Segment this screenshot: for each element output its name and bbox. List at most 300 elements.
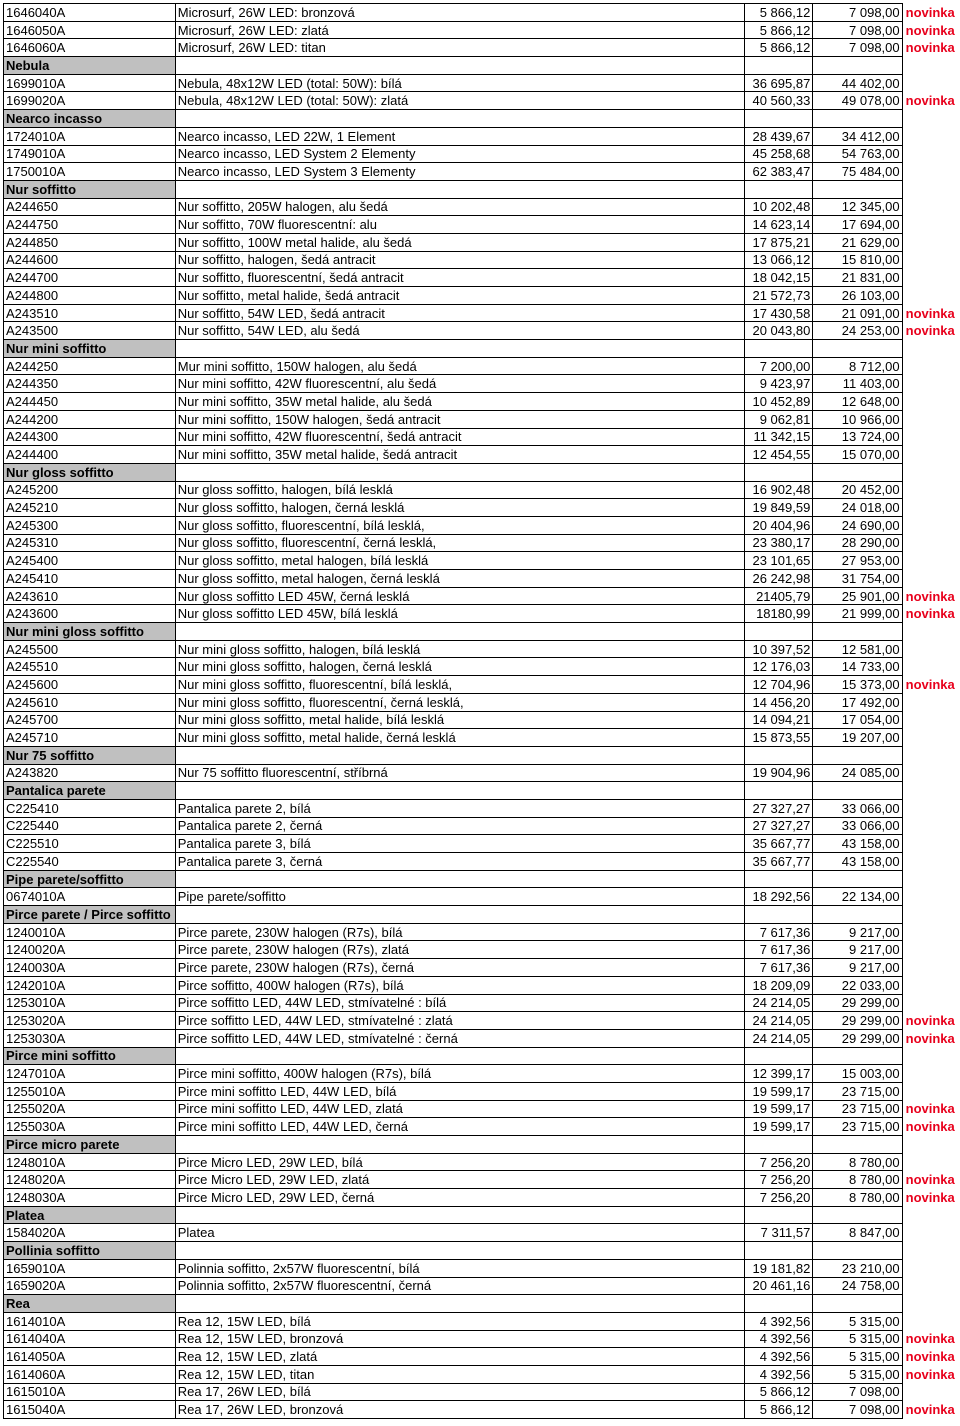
section-title-text: Nearco incasso [6,110,103,126]
product-row [4,1189,960,1207]
section-title-text: Pantalica parete [6,783,106,799]
price-list-table [3,3,960,1419]
product-name: Nebula, 48x12W LED (total: 50W): bílá [175,74,744,92]
product-row [4,959,960,977]
new-badge [902,198,959,216]
price-without-vat: 5 866,12 [744,1401,812,1419]
product-code: 1614040A [4,1330,176,1348]
new-badge [902,764,959,782]
price-without-vat: 27 327,27 [744,817,812,835]
section-header-row [4,110,960,128]
new-badge [902,375,959,393]
section-title [4,110,176,128]
product-name: Pirce mini soffitto LED, 44W LED, zlatá [175,1100,744,1118]
price-with-vat: 8 780,00 [813,1189,902,1207]
product-row [4,587,960,605]
section-title-text: Pirce micro parete [6,1136,120,1152]
price-with-vat: 15 373,00 [813,676,902,694]
product-name: Nur gloss soffitto LED 45W, černá lesklá [175,587,744,605]
product-row [4,1348,960,1366]
price-without-vat: 23 380,17 [744,534,812,552]
product-code: 1584020A [4,1224,176,1242]
product-code: 1749010A [4,145,176,163]
product-code: A244600 [4,251,176,269]
new-badge: novinka [905,1172,955,1188]
price-without-vat: 7 311,57 [744,1224,812,1242]
product-name: Nur soffitto, 205W halogen, alu šedá [175,198,744,216]
new-badge [902,817,959,835]
new-badge: novinka [905,305,955,321]
price-without-vat: 7 617,36 [744,941,812,959]
new-badge [902,216,959,234]
product-code: 1646060A [4,39,176,57]
price-with-vat: 7 098,00 [813,1401,902,1419]
new-badge [902,534,959,552]
product-code: A245400 [4,552,176,570]
section-header-row [4,340,960,358]
product-name: Rea 17, 26W LED, bílá [175,1383,744,1401]
product-code: 1255020A [4,1100,176,1118]
price-with-vat: 33 066,00 [813,799,902,817]
product-name: Nur gloss soffitto, fluorescentní, černá lesklá, [175,534,744,552]
product-name: Nur mini soffitto, 150W halogen, šedá antracit [175,410,744,428]
section-empty-cell [744,110,812,128]
price-without-vat: 7 617,36 [744,959,812,977]
price-without-vat: 19 904,96 [744,764,812,782]
price-without-vat: 7 256,20 [744,1153,812,1171]
new-badge: novinka [905,1366,955,1382]
section-empty-cell [175,340,744,358]
product-code: 1615010A [4,1383,176,1401]
product-name: Microsurf, 26W LED: zlatá [175,21,744,39]
product-row [4,1330,960,1348]
price-with-vat: 23 715,00 [813,1118,902,1136]
new-badge: novinka [905,1101,955,1117]
price-without-vat: 10 452,89 [744,393,812,411]
section-empty-cell [175,1047,744,1065]
product-code: 1253020A [4,1012,176,1030]
price-with-vat: 23 715,00 [813,1082,902,1100]
section-empty-cell [744,1242,812,1260]
price-with-vat: 21 091,00 [813,304,902,322]
product-row [4,499,960,517]
price-without-vat: 18 042,15 [744,269,812,287]
product-row [4,1312,960,1330]
section-empty-cell [813,623,902,641]
price-with-vat: 24 018,00 [813,499,902,517]
tag-empty-cell [902,463,959,481]
product-name: Rea 12, 15W LED, zlatá [175,1348,744,1366]
price-with-vat: 7 098,00 [813,21,902,39]
price-with-vat: 7 098,00 [813,1383,902,1401]
section-header-row [4,782,960,800]
product-code: A245210 [4,499,176,517]
product-code: 1242010A [4,976,176,994]
section-header-row [4,1295,960,1313]
price-without-vat: 11 342,15 [744,428,812,446]
section-empty-cell [744,623,812,641]
product-row [4,375,960,393]
product-code: A245700 [4,711,176,729]
price-with-vat: 12 345,00 [813,198,902,216]
product-name: Nur gloss soffitto, fluorescentní, bílá lesklá, [175,516,744,534]
section-header-row [4,1136,960,1154]
section-title [4,1047,176,1065]
section-header-row [4,1242,960,1260]
new-badge [902,287,959,305]
section-empty-cell [744,870,812,888]
price-without-vat: 21405,79 [744,587,812,605]
product-code: 1646050A [4,21,176,39]
section-title-text: Pirce mini soffitto [6,1048,116,1064]
section-empty-cell [813,1295,902,1313]
price-with-vat: 33 066,00 [813,817,902,835]
product-code: C225440 [4,817,176,835]
product-name: Pantalica parete 2, černá [175,817,744,835]
product-name: Platea [175,1224,744,1242]
product-name: Nur soffitto, 54W LED, šedá antracit [175,304,744,322]
product-row [4,251,960,269]
price-with-vat: 21 831,00 [813,269,902,287]
price-with-vat: 5 315,00 [813,1312,902,1330]
product-code: A243510 [4,304,176,322]
product-code: 1248010A [4,1153,176,1171]
section-title-text: Nur mini soffitto [6,340,107,356]
new-badge [902,835,959,853]
new-badge [902,251,959,269]
section-empty-cell [744,1047,812,1065]
price-without-vat: 10 202,48 [744,198,812,216]
price-with-vat: 44 402,00 [813,74,902,92]
price-with-vat: 17 492,00 [813,693,902,711]
product-name: Pirce Micro LED, 29W LED, bílá [175,1153,744,1171]
product-code: A245500 [4,640,176,658]
product-code: A245510 [4,658,176,676]
product-row [4,835,960,853]
product-code: 1659020A [4,1277,176,1295]
price-without-vat: 16 902,48 [744,481,812,499]
new-badge [902,1082,959,1100]
section-header-row [4,57,960,75]
price-with-vat: 26 103,00 [813,287,902,305]
product-row [4,640,960,658]
product-name: Polinnia soffitto, 2x57W fluorescentní, bílá [175,1259,744,1277]
section-empty-cell [744,746,812,764]
price-with-vat: 9 217,00 [813,959,902,977]
product-row [4,74,960,92]
price-with-vat: 75 484,00 [813,163,902,181]
section-title [4,340,176,358]
new-badge [902,357,959,375]
product-code: A244750 [4,216,176,234]
product-row [4,764,960,782]
new-badge [902,994,959,1012]
price-with-vat: 7 098,00 [813,39,902,57]
product-name: Nur soffitto, fluorescentní, šedá antracit [175,269,744,287]
product-name: Nearco incasso, LED 22W, 1 Element [175,127,744,145]
new-badge [902,711,959,729]
new-badge: novinka [905,1030,955,1046]
section-empty-cell [175,110,744,128]
section-title [4,1136,176,1154]
price-with-vat: 15 003,00 [813,1065,902,1083]
price-with-vat: 23 210,00 [813,1259,902,1277]
tag-empty-cell [902,1242,959,1260]
product-name: Pirce soffitto, 400W halogen (R7s), bílá [175,976,744,994]
price-without-vat: 7 617,36 [744,923,812,941]
product-name: Mur mini soffitto, 150W halogen, alu šedá [175,357,744,375]
product-name: Nur soffitto, 100W metal halide, alu šedá [175,233,744,251]
price-without-vat: 27 327,27 [744,799,812,817]
product-code: 1255030A [4,1118,176,1136]
product-name: Microsurf, 26W LED: titan [175,39,744,57]
product-name: Pirce soffitto LED, 44W LED, stmívatelné : černá [175,1029,744,1047]
section-title [4,463,176,481]
price-without-vat: 12 176,03 [744,658,812,676]
product-row [4,729,960,747]
new-badge [902,658,959,676]
product-name: Nur soffitto, 54W LED, alu šedá [175,322,744,340]
product-row [4,570,960,588]
price-with-vat: 28 290,00 [813,534,902,552]
price-with-vat: 15 810,00 [813,251,902,269]
section-empty-cell [813,870,902,888]
product-code: 1646040A [4,4,176,22]
product-name: Rea 12, 15W LED, bílá [175,1312,744,1330]
price-with-vat: 29 299,00 [813,1029,902,1047]
section-title-text: Nebula [6,57,50,73]
price-without-vat: 4 392,56 [744,1330,812,1348]
product-row [4,534,960,552]
product-row [4,1153,960,1171]
product-code: A244650 [4,198,176,216]
product-row [4,1171,960,1189]
product-row [4,552,960,570]
product-name: Pantalica parete 3, černá [175,853,744,871]
product-code: 1248020A [4,1171,176,1189]
price-with-vat: 9 217,00 [813,941,902,959]
price-with-vat: 27 953,00 [813,552,902,570]
price-without-vat: 19 599,17 [744,1082,812,1100]
product-row [4,941,960,959]
product-name: Pirce parete, 230W halogen (R7s), bílá [175,923,744,941]
product-row [4,446,960,464]
product-row [4,1365,960,1383]
new-badge [902,1153,959,1171]
tag-empty-cell [902,870,959,888]
price-without-vat: 20 043,80 [744,322,812,340]
section-empty-cell [744,1206,812,1224]
product-code: A243600 [4,605,176,623]
new-badge [902,393,959,411]
product-code: A245200 [4,481,176,499]
price-with-vat: 5 315,00 [813,1330,902,1348]
product-name: Nur mini gloss soffitto, halogen, černá lesklá [175,658,744,676]
product-name: Nur soffitto, metal halide, šedá antracit [175,287,744,305]
product-row [4,1100,960,1118]
section-title [4,870,176,888]
price-with-vat: 19 207,00 [813,729,902,747]
price-with-vat: 24 690,00 [813,516,902,534]
product-code: 1699020A [4,92,176,110]
price-with-vat: 13 724,00 [813,428,902,446]
product-code: 1240020A [4,941,176,959]
section-empty-cell [813,782,902,800]
product-code: 1248030A [4,1189,176,1207]
section-empty-cell [744,57,812,75]
product-name: Microsurf, 26W LED: bronzová [175,4,744,22]
product-row [4,4,960,22]
price-with-vat: 17 694,00 [813,216,902,234]
new-badge [902,499,959,517]
new-badge [902,446,959,464]
product-name: Nur gloss soffitto LED 45W, bílá lesklá [175,605,744,623]
product-row [4,853,960,871]
new-badge [902,888,959,906]
section-empty-cell [175,1242,744,1260]
new-badge: novinka [905,1189,955,1205]
section-empty-cell [175,782,744,800]
price-without-vat: 18180,99 [744,605,812,623]
product-row [4,888,960,906]
product-name: Nur 75 soffitto fluorescentní, stříbrná [175,764,744,782]
section-empty-cell [813,906,902,924]
product-code: 1253010A [4,994,176,1012]
price-with-vat: 23 715,00 [813,1100,902,1118]
price-without-vat: 14 094,21 [744,711,812,729]
section-title [4,1206,176,1224]
product-code: C225510 [4,835,176,853]
section-empty-cell [744,906,812,924]
tag-empty-cell [902,57,959,75]
new-badge [902,233,959,251]
product-code: A245600 [4,676,176,694]
section-empty-cell [744,463,812,481]
tag-empty-cell [902,906,959,924]
new-badge [902,640,959,658]
product-row [4,287,960,305]
section-empty-cell [175,870,744,888]
section-empty-cell [744,1295,812,1313]
new-badge [902,1224,959,1242]
price-without-vat: 5 866,12 [744,4,812,22]
product-row [4,817,960,835]
product-code: 1614010A [4,1312,176,1330]
product-row [4,711,960,729]
section-title [4,57,176,75]
new-badge [902,163,959,181]
price-with-vat: 34 412,00 [813,127,902,145]
product-name: Nur gloss soffitto, halogen, bílá lesklá [175,481,744,499]
product-name: Nearco incasso, LED System 2 Elementy [175,145,744,163]
product-name: Nur mini gloss soffitto, fluorescentní, bílá lesklá, [175,676,744,694]
price-without-vat: 7 256,20 [744,1189,812,1207]
price-with-vat: 7 098,00 [813,4,902,22]
section-empty-cell [744,782,812,800]
new-badge: novinka [905,1402,955,1418]
product-row [4,393,960,411]
price-without-vat: 4 392,56 [744,1348,812,1366]
product-row [4,269,960,287]
price-with-vat: 14 733,00 [813,658,902,676]
new-badge: novinka [905,1119,955,1135]
product-code: 1699010A [4,74,176,92]
price-with-vat: 12 581,00 [813,640,902,658]
new-badge [902,127,959,145]
product-name: Nur gloss soffitto, metal halogen, černá lesklá [175,570,744,588]
new-badge: novinka [905,588,955,604]
section-header-row [4,906,960,924]
product-name: Nur mini gloss soffitto, halogen, bílá lesklá [175,640,744,658]
new-badge [902,145,959,163]
price-without-vat: 5 866,12 [744,39,812,57]
product-row [4,1029,960,1047]
price-without-vat: 4 392,56 [744,1312,812,1330]
new-badge [902,923,959,941]
product-code: A245310 [4,534,176,552]
section-title-text: Platea [6,1207,45,1223]
price-with-vat: 22 134,00 [813,888,902,906]
product-name: Nearco incasso, LED System 3 Elementy [175,163,744,181]
price-without-vat: 24 214,05 [744,994,812,1012]
product-code: 1724010A [4,127,176,145]
product-row [4,233,960,251]
price-with-vat: 54 763,00 [813,145,902,163]
section-title [4,1295,176,1313]
price-without-vat: 7 200,00 [744,357,812,375]
product-row [4,216,960,234]
section-empty-cell [813,340,902,358]
product-row [4,145,960,163]
new-badge [902,941,959,959]
product-code: 1240010A [4,923,176,941]
product-code: 1247010A [4,1065,176,1083]
section-header-row [4,623,960,641]
product-row [4,198,960,216]
section-title [4,1242,176,1260]
price-with-vat: 11 403,00 [813,375,902,393]
new-badge: novinka [905,1349,955,1365]
new-badge: novinka [905,323,955,339]
product-row [4,1082,960,1100]
tag-empty-cell [902,782,959,800]
product-name: Rea 12, 15W LED, bronzová [175,1330,744,1348]
price-without-vat: 40 560,33 [744,92,812,110]
price-without-vat: 28 439,67 [744,127,812,145]
product-row [4,658,960,676]
product-name: Nur gloss soffitto, metal halogen, bílá lesklá [175,552,744,570]
new-badge [902,481,959,499]
price-with-vat: 24 253,00 [813,322,902,340]
product-code: C225540 [4,853,176,871]
product-row [4,676,960,694]
price-without-vat: 20 461,16 [744,1277,812,1295]
product-name: Rea 17, 26W LED, bronzová [175,1401,744,1419]
price-without-vat: 18 209,09 [744,976,812,994]
price-with-vat: 8 712,00 [813,357,902,375]
section-empty-cell [813,1047,902,1065]
price-without-vat: 15 873,55 [744,729,812,747]
price-without-vat: 62 383,47 [744,163,812,181]
price-without-vat: 45 258,68 [744,145,812,163]
product-row [4,39,960,57]
product-code: A244800 [4,287,176,305]
new-badge [902,410,959,428]
section-title [4,906,176,924]
product-name: Nur mini soffitto, 35W metal halide, šedá antracit [175,446,744,464]
product-row [4,21,960,39]
price-without-vat: 14 456,20 [744,693,812,711]
